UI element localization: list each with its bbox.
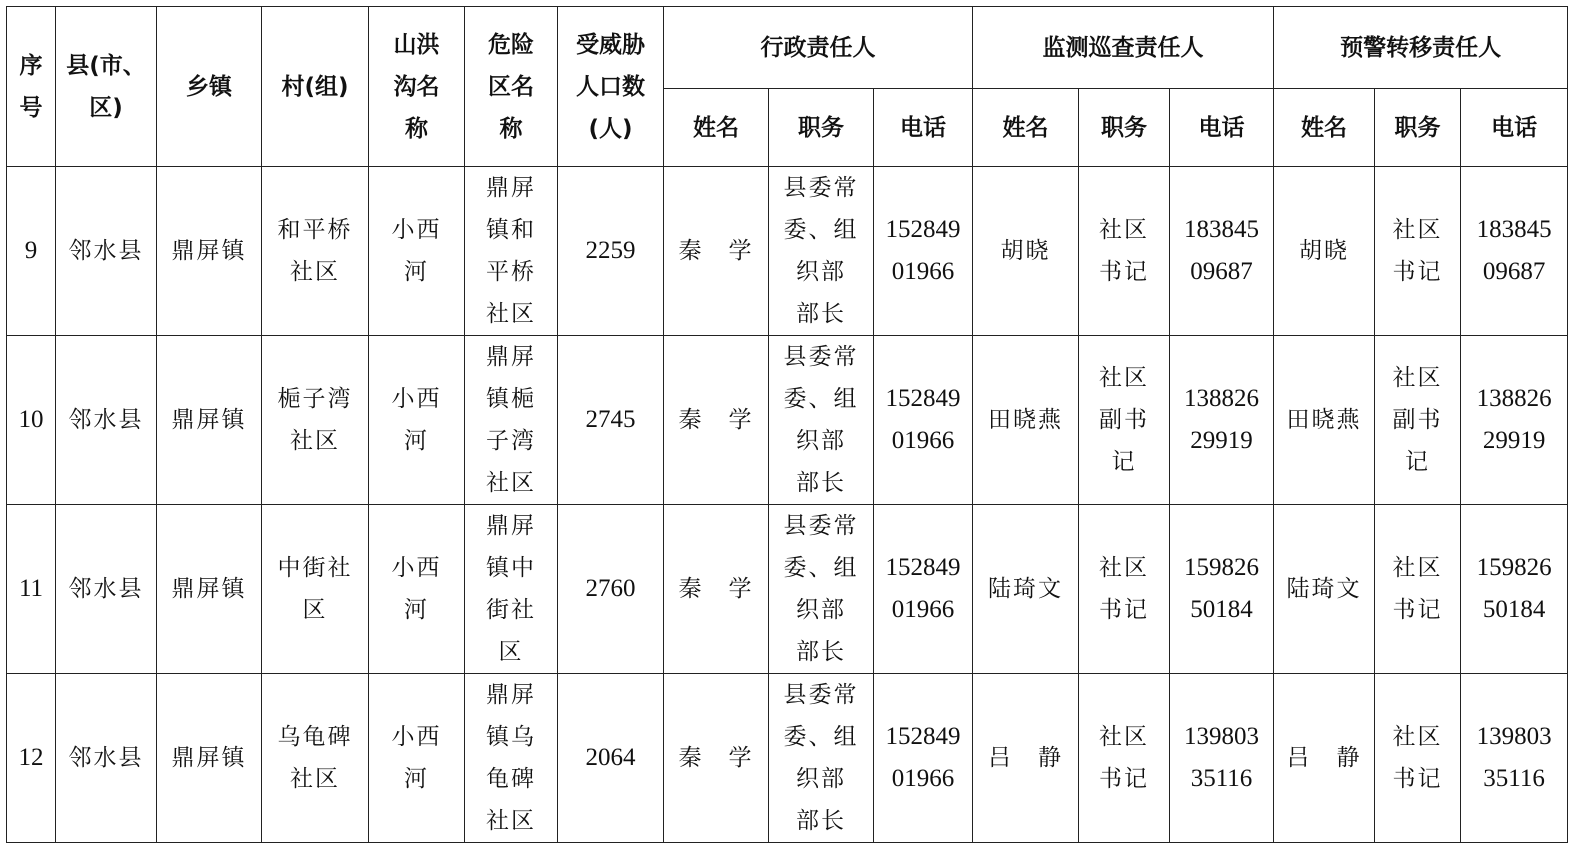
cell-seq: 9 bbox=[7, 167, 56, 336]
cell-danger-zone: 鼎屏 镇中 街社 区 bbox=[465, 505, 558, 674]
cell-town: 鼎屏镇 bbox=[157, 505, 262, 674]
cell-monitor-phone: 138826 29919 bbox=[1170, 336, 1274, 505]
cell-monitor-phone: 139803 35116 bbox=[1170, 674, 1274, 843]
cell-warning-phone: 139803 35116 bbox=[1461, 674, 1568, 843]
cell-ravine: 小西 河 bbox=[369, 167, 465, 336]
cell-county: 邻水县 bbox=[56, 674, 157, 843]
table-row bbox=[7, 167, 1568, 336]
header-ravine: 山洪 沟名 称 bbox=[369, 7, 465, 167]
cell-village: 中街社 区 bbox=[262, 505, 369, 674]
cell-admin-phone: 152849 01966 bbox=[874, 674, 973, 843]
cell-warning-name: 吕 静 bbox=[1274, 674, 1375, 843]
cell-ravine: 小西 河 bbox=[369, 336, 465, 505]
cell-county: 邻水县 bbox=[56, 505, 157, 674]
cell-admin-name: 秦 学 bbox=[664, 674, 769, 843]
cell-seq: 10 bbox=[7, 336, 56, 505]
header-seq: 序 号 bbox=[7, 7, 56, 167]
cell-ravine: 小西 河 bbox=[369, 505, 465, 674]
header-warning-phone: 电话 bbox=[1461, 89, 1568, 167]
cell-warning-phone: 183845 09687 bbox=[1461, 167, 1568, 336]
cell-warning-name: 胡晓 bbox=[1274, 167, 1375, 336]
cell-admin-position: 县委常 委、组 织部 部长 bbox=[769, 505, 874, 674]
cell-monitor-phone: 183845 09687 bbox=[1170, 167, 1274, 336]
cell-danger-zone: 鼎屏 镇乌 龟碑 社区 bbox=[465, 674, 558, 843]
cell-monitor-name: 陆琦文 bbox=[973, 505, 1079, 674]
cell-admin-position: 县委常 委、组 织部 部长 bbox=[769, 167, 874, 336]
cell-warning-name: 田晓燕 bbox=[1274, 336, 1375, 505]
cell-admin-name: 秦 学 bbox=[664, 505, 769, 674]
cell-ravine: 小西 河 bbox=[369, 674, 465, 843]
cell-danger-zone: 鼎屏 镇和 平桥 社区 bbox=[465, 167, 558, 336]
cell-seq: 12 bbox=[7, 674, 56, 843]
cell-warning-position: 社区 副书 记 bbox=[1375, 336, 1461, 505]
cell-town: 鼎屏镇 bbox=[157, 336, 262, 505]
header-monitor-name: 姓名 bbox=[973, 89, 1079, 167]
table-row bbox=[7, 505, 1568, 674]
cell-warning-position: 社区 书记 bbox=[1375, 167, 1461, 336]
header-warning-responsible: 预警转移责任人 bbox=[1274, 7, 1568, 89]
cell-population: 2259 bbox=[558, 167, 664, 336]
header-village: 村(组) bbox=[262, 7, 369, 167]
cell-monitor-position: 社区 副书 记 bbox=[1079, 336, 1170, 505]
cell-monitor-name: 胡晓 bbox=[973, 167, 1079, 336]
cell-county: 邻水县 bbox=[56, 336, 157, 505]
header-warning-name: 姓名 bbox=[1274, 89, 1375, 167]
header-monitor-responsible: 监测巡查责任人 bbox=[973, 7, 1274, 89]
cell-monitor-position: 社区 书记 bbox=[1079, 167, 1170, 336]
cell-monitor-position: 社区 书记 bbox=[1079, 674, 1170, 843]
cell-admin-name: 秦 学 bbox=[664, 167, 769, 336]
header-monitor-position: 职务 bbox=[1079, 89, 1170, 167]
cell-village: 和平桥 社区 bbox=[262, 167, 369, 336]
cell-village: 乌龟碑 社区 bbox=[262, 674, 369, 843]
header-admin-position: 职务 bbox=[769, 89, 874, 167]
cell-warning-position: 社区 书记 bbox=[1375, 674, 1461, 843]
header-warning-position: 职务 bbox=[1375, 89, 1461, 167]
header-row-1 bbox=[7, 7, 1568, 89]
cell-admin-name: 秦 学 bbox=[664, 336, 769, 505]
header-danger-zone: 危险 区名 称 bbox=[465, 7, 558, 167]
cell-admin-phone: 152849 01966 bbox=[874, 336, 973, 505]
cell-county: 邻水县 bbox=[56, 167, 157, 336]
cell-seq: 11 bbox=[7, 505, 56, 674]
header-admin-responsible: 行政责任人 bbox=[664, 7, 973, 89]
cell-warning-name: 陆琦文 bbox=[1274, 505, 1375, 674]
header-monitor-phone: 电话 bbox=[1170, 89, 1274, 167]
table-row bbox=[7, 674, 1568, 843]
cell-admin-position: 县委常 委、组 织部 部长 bbox=[769, 674, 874, 843]
responsibility-table bbox=[6, 6, 1568, 843]
cell-monitor-name: 吕 静 bbox=[973, 674, 1079, 843]
cell-population: 2745 bbox=[558, 336, 664, 505]
cell-monitor-phone: 159826 50184 bbox=[1170, 505, 1274, 674]
header-town: 乡镇 bbox=[157, 7, 262, 167]
cell-danger-zone: 鼎屏 镇梔 子湾 社区 bbox=[465, 336, 558, 505]
cell-town: 鼎屏镇 bbox=[157, 167, 262, 336]
cell-town: 鼎屏镇 bbox=[157, 674, 262, 843]
table-row bbox=[7, 336, 1568, 505]
cell-admin-phone: 152849 01966 bbox=[874, 505, 973, 674]
cell-population: 2760 bbox=[558, 505, 664, 674]
cell-village: 梔子湾 社区 bbox=[262, 336, 369, 505]
cell-warning-phone: 138826 29919 bbox=[1461, 336, 1568, 505]
header-admin-name: 姓名 bbox=[664, 89, 769, 167]
cell-warning-position: 社区 书记 bbox=[1375, 505, 1461, 674]
cell-admin-phone: 152849 01966 bbox=[874, 167, 973, 336]
cell-monitor-name: 田晓燕 bbox=[973, 336, 1079, 505]
header-county: 县(市、 区) bbox=[56, 7, 157, 167]
cell-admin-position: 县委常 委、组 织部 部长 bbox=[769, 336, 874, 505]
header-admin-phone: 电话 bbox=[874, 89, 973, 167]
cell-warning-phone: 159826 50184 bbox=[1461, 505, 1568, 674]
header-threatened-population: 受威胁 人口数 (人) bbox=[558, 7, 664, 167]
cell-population: 2064 bbox=[558, 674, 664, 843]
cell-monitor-position: 社区 书记 bbox=[1079, 505, 1170, 674]
